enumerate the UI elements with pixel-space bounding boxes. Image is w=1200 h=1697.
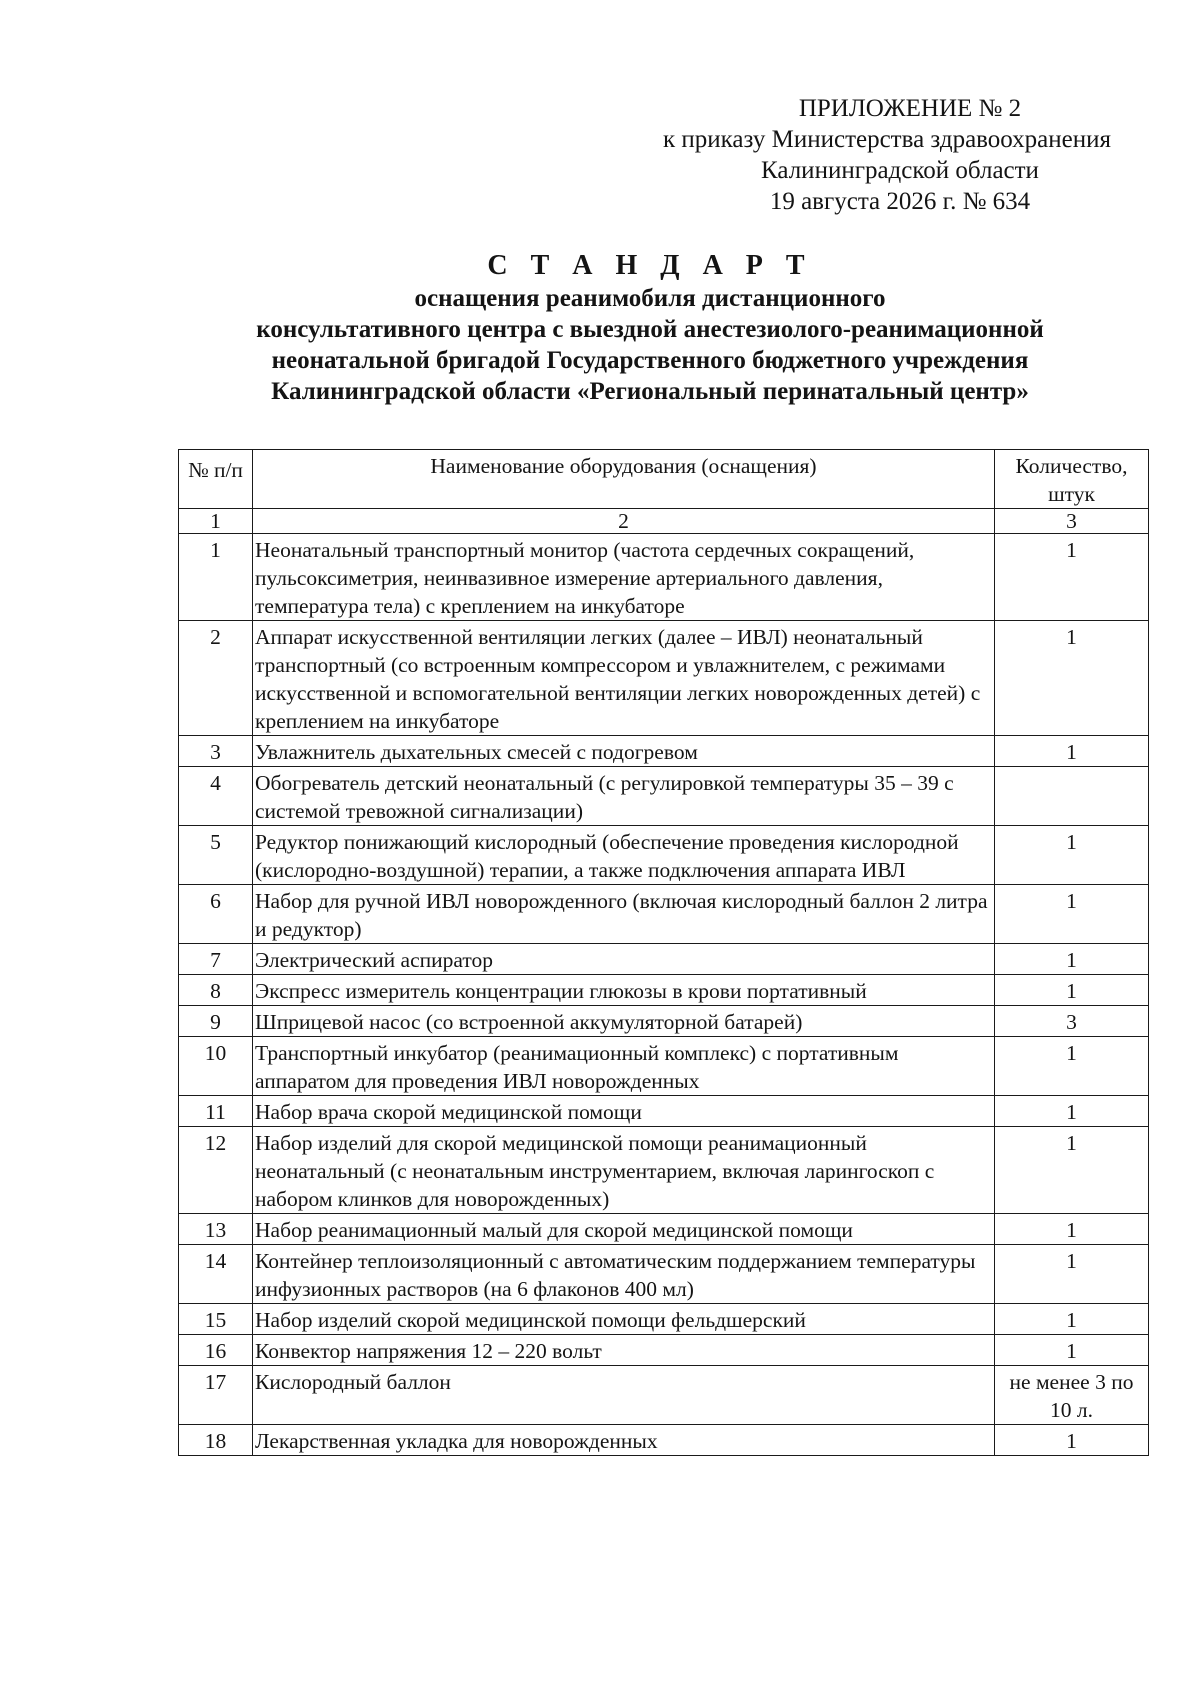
equipment-quantity: 1 <box>995 1304 1149 1335</box>
equipment-name: Неонатальный транспортный монитор (частота сердечных сокращений, пульсоксиметрия, неинвазивное измерение артериального давления, температура тела) с креплением на инкубаторе <box>253 534 995 621</box>
equipment-name: Шприцевой насос (со встроенной аккумуляторной батарей) <box>253 1006 995 1037</box>
table-row <box>179 1006 1149 1037</box>
equipment-name: Аппарат искусственной вентиляции легких (далее – ИВЛ) неонатальный транспортный (со встроенным компрессором и увлажнителем, с режимами искусственной и вспомогательной вентиляции легких новорожденных детей) с креплением на инкубаторе <box>253 621 995 736</box>
table-row <box>179 1096 1149 1127</box>
column-number: 1 <box>179 509 253 534</box>
annex-date: 19 августа 2026 г. № 634 <box>769 188 1031 215</box>
row-number: 16 <box>179 1335 253 1366</box>
table-row <box>179 1245 1149 1304</box>
title-line: неонатальной бригадой Государственного бюджетного учреждения <box>271 347 1029 374</box>
equipment-name: Экспресс измеритель концентрации глюкозы в крови портативный <box>253 975 995 1006</box>
table-row <box>179 534 1149 621</box>
table-row <box>179 621 1149 736</box>
equipment-quantity: 1 <box>995 1214 1149 1245</box>
table-row <box>179 975 1149 1006</box>
table-header-row <box>179 450 1149 509</box>
title-line: Калининградской области «Региональный перинатальный центр» <box>271 378 1029 405</box>
row-number: 10 <box>179 1037 253 1096</box>
row-number: 8 <box>179 975 253 1006</box>
equipment-name: Электрический аспиратор <box>253 944 995 975</box>
equipment-quantity: 1 <box>995 534 1149 621</box>
table-row <box>179 1425 1149 1456</box>
equipment-name: Набор для ручной ИВЛ новорожденного (включая кислородный баллон 2 литра и редуктор) <box>253 885 995 944</box>
row-number: 18 <box>179 1425 253 1456</box>
document-title <box>150 250 1150 407</box>
table-row <box>179 1037 1149 1096</box>
row-number: 15 <box>179 1304 253 1335</box>
equipment-quantity: 1 <box>995 1096 1149 1127</box>
equipment-quantity: 1 <box>995 975 1149 1006</box>
equipment-name: Набор изделий скорой медицинской помощи фельдшерский <box>253 1304 995 1335</box>
row-number: 6 <box>179 885 253 944</box>
table-row <box>179 1127 1149 1214</box>
table-row <box>179 1214 1149 1245</box>
annex-header <box>620 93 1180 217</box>
row-number: 2 <box>179 621 253 736</box>
annex-number: ПРИЛОЖЕНИЕ № 2 <box>798 95 1022 122</box>
equipment-quantity: 1 <box>995 1037 1149 1096</box>
title-line: оснащения реанимобиля дистанционного <box>414 285 886 312</box>
equipment-quantity: 3 <box>995 1006 1149 1037</box>
equipment-quantity <box>995 767 1149 826</box>
equipment-quantity: 1 <box>995 1335 1149 1366</box>
row-number: 1 <box>179 534 253 621</box>
equipment-quantity: 1 <box>995 1127 1149 1214</box>
equipment-name: Обогреватель детский неонатальный (с регулировкой температуры 35 – 39 с системой тревожной сигнализации) <box>253 767 995 826</box>
table-row <box>179 736 1149 767</box>
column-number: 2 <box>253 509 995 534</box>
equipment-name: Лекарственная укладка для новорожденных <box>253 1425 995 1456</box>
row-number: 17 <box>179 1366 253 1425</box>
header-num: № п/п <box>179 450 253 509</box>
equipment-table <box>178 449 1149 1456</box>
header-name: Наименование оборудования (оснащения) <box>253 450 995 509</box>
row-number: 9 <box>179 1006 253 1037</box>
equipment-name: Контейнер теплоизоляционный с автоматическим поддержанием температуры инфузионных растворов (на 6 флаконов 400 мл) <box>253 1245 995 1304</box>
table-row <box>179 885 1149 944</box>
equipment-quantity: 1 <box>995 826 1149 885</box>
row-number: 7 <box>179 944 253 975</box>
annex-region: Калининградской области <box>761 157 1039 184</box>
equipment-name: Набор изделий для скорой медицинской помощи реанимационный неонатальный (с неонатальным инструментарием, включая ларингоскоп с набором клинков для новорожденных) <box>253 1127 995 1214</box>
equipment-name: Конвектор напряжения 12 – 220 вольт <box>253 1335 995 1366</box>
row-number: 14 <box>179 1245 253 1304</box>
equipment-name: Набор врача скорой медицинской помощи <box>253 1096 995 1127</box>
equipment-quantity: 1 <box>995 736 1149 767</box>
table-row <box>179 944 1149 975</box>
table-row <box>179 1304 1149 1335</box>
row-number: 5 <box>179 826 253 885</box>
equipment-quantity: 1 <box>995 1425 1149 1456</box>
equipment-name: Набор реанимационный малый для скорой медицинской помощи <box>253 1214 995 1245</box>
table-row <box>179 1335 1149 1366</box>
title-line: консультативного центра с выездной анестезиолого-реанимационной <box>256 316 1044 343</box>
column-number-row <box>179 509 1149 534</box>
table-row <box>179 826 1149 885</box>
equipment-name: Редуктор понижающий кислородный (обеспечение проведения кислородной (кислородно-воздушной) терапии, а также подключения аппарата ИВЛ <box>253 826 995 885</box>
equipment-quantity: 1 <box>995 944 1149 975</box>
equipment-name: Увлажнитель дыхательных смесей с подогревом <box>253 736 995 767</box>
annex-order-ref: к приказу Министерства здравоохранения <box>662 126 1112 153</box>
row-number: 4 <box>179 767 253 826</box>
equipment-quantity: не менее 3 по 10 л. <box>995 1366 1149 1425</box>
equipment-name: Транспортный инкубатор (реанимационный комплекс) с портативным аппаратом для проведения ИВЛ новорожденных <box>253 1037 995 1096</box>
equipment-quantity: 1 <box>995 1245 1149 1304</box>
column-number: 3 <box>995 509 1149 534</box>
table-row <box>179 767 1149 826</box>
equipment-quantity: 1 <box>995 885 1149 944</box>
row-number: 12 <box>179 1127 253 1214</box>
title-heading: С Т А Н Д А Р Т <box>487 250 813 281</box>
equipment-name: Кислородный баллон <box>253 1366 995 1425</box>
table-row <box>179 1366 1149 1425</box>
row-number: 13 <box>179 1214 253 1245</box>
row-number: 3 <box>179 736 253 767</box>
header-qty: Количество, штук <box>995 450 1149 509</box>
equipment-quantity: 1 <box>995 621 1149 736</box>
row-number: 11 <box>179 1096 253 1127</box>
